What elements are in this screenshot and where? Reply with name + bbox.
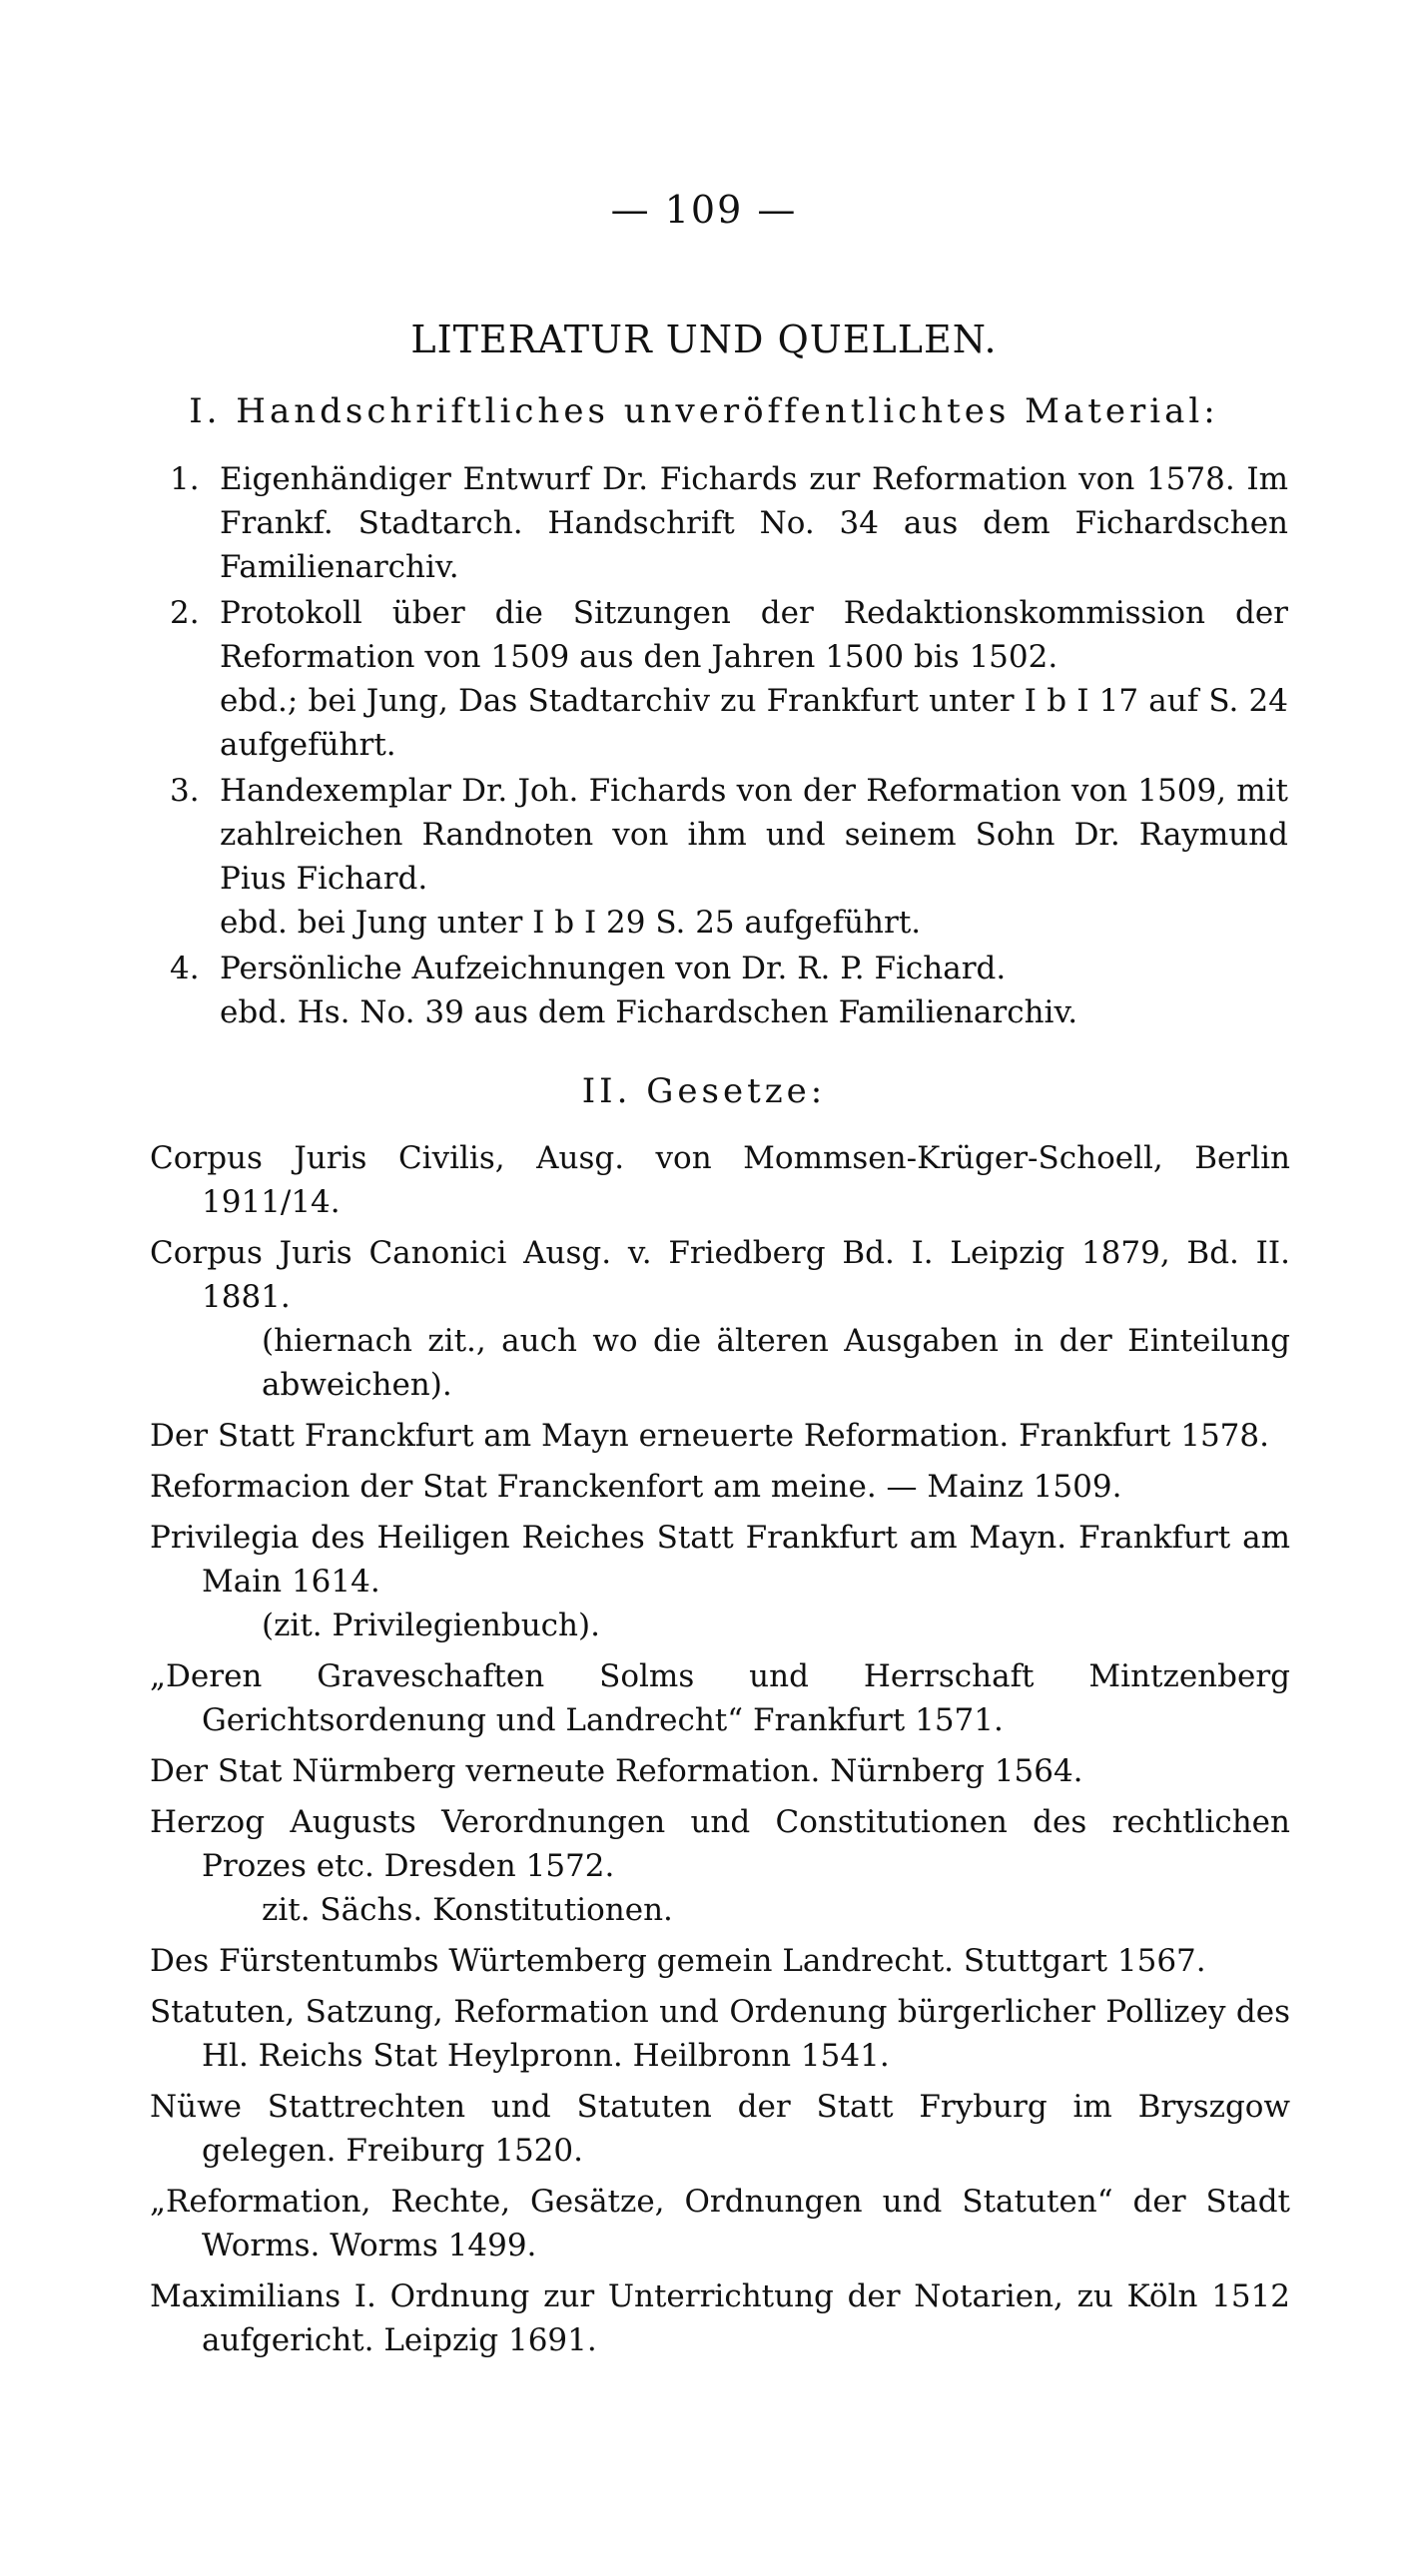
law-entry [150, 2085, 1290, 2173]
law-text: Nüwe Stattrechten und Statuten der Statt Fryburg im Bryszgow gelegen. Freiburg 1520. [150, 2089, 1290, 2169]
item-note: ebd.; bei Jung, Das Stadtarchiv zu Frankfurt unter I b I 17 auf S. 24 aufgeführt. [220, 683, 1288, 763]
law-note: (hiernach zit., auch wo die älteren Ausgaben in der Einteilung abweichen). [262, 1323, 1290, 1403]
law-note: (zit. Privilegienbuch). [262, 1608, 600, 1643]
law-entry [150, 1465, 1290, 1509]
law-entry [150, 1800, 1290, 1932]
page-title: LITERATUR UND QUELLEN. [410, 318, 998, 361]
law-entry [150, 1414, 1290, 1458]
law-entry [150, 2274, 1290, 2362]
item-number: 3. [170, 773, 200, 809]
law-text: Statuten, Satzung, Reformation und Ordenung bürgerlicher Pollizey des Hl. Reichs Stat Heylpronn. Heilbronn 1541. [150, 1994, 1290, 2074]
list-item [170, 591, 1288, 767]
section-heading-manuscripts: I. Handschriftliches unveröffentlichtes Material: [189, 391, 1219, 431]
item-note: ebd. Hs. No. 39 aus dem Fichardschen Familienarchiv. [220, 994, 1078, 1030]
law-text: Des Fürstentumbs Würtemberg gemein Landrecht. Stuttgart 1567. [150, 1943, 1206, 1979]
list-item [170, 947, 1288, 1034]
law-entry [150, 1654, 1290, 1742]
manuscript-list [170, 457, 1288, 1036]
item-text: Handexemplar Dr. Joh. Fichards von der Reformation von 1509, mit zahlreichen Randnoten von ihm und seinem Sohn Dr. Raymund Pius Fichard. [220, 773, 1288, 897]
law-text: Corpus Juris Canonici Ausg. v. Friedberg Bd. I. Leipzig 1879, Bd. II. 1881. [150, 1235, 1290, 1315]
law-text: Corpus Juris Civilis, Ausg. von Mommsen-Krüger-Schoell, Berlin 1911/14. [150, 1140, 1290, 1220]
law-text: Der Statt Franckfurt am Mayn erneuerte Reformation. Frankfurt 1578. [150, 1418, 1269, 1454]
law-text: Maximilians I. Ordnung zur Unterrichtung der Notarien, zu Köln 1512 aufgericht. Leipzig 1691. [150, 2278, 1290, 2358]
item-text: Protokoll über die Sitzungen der Redaktionskommission der Reformation von 1509 aus den Jahren 1500 bis 1502. [220, 595, 1288, 675]
law-entry [150, 1231, 1290, 1407]
law-text: Privilegia des Heiligen Reiches Statt Frankfurt am Mayn. Frankfurt am Main 1614. [150, 1520, 1290, 1600]
item-note: ebd. bei Jung unter I b I 29 S. 25 aufgeführt. [220, 905, 922, 941]
law-entry [150, 2180, 1290, 2267]
item-number: 4. [170, 951, 200, 986]
list-item [170, 457, 1288, 589]
law-list [150, 1136, 1290, 2369]
page-number: — 109 — [610, 188, 798, 232]
law-entry [150, 1990, 1290, 2078]
law-entry [150, 1749, 1290, 1793]
law-note: zit. Sächs. Konstitutionen. [262, 1892, 673, 1928]
law-text: Der Stat Nürmberg verneute Reformation. Nürnberg 1564. [150, 1753, 1083, 1789]
item-number: 2. [170, 595, 200, 631]
law-text: „Reformation, Rechte, Gesätze, Ordnungen und Statuten“ der Stadt Worms. Worms 1499. [150, 2184, 1290, 2263]
section-heading-laws: II. Gesetze: [581, 1071, 827, 1111]
law-entry [150, 1516, 1290, 1647]
list-item [170, 769, 1288, 945]
law-entry [150, 1136, 1290, 1224]
law-entry [150, 1939, 1290, 1983]
law-text: „Deren Graveschaften Solms und Herrschaft Mintzenberg Gerichtsordenung und Landrecht“ Frankfurt 1571. [150, 1658, 1290, 1738]
item-text: Eigenhändiger Entwurf Dr. Fichards zur Reformation von 1578. Im Frankf. Stadtarch. Handschrift No. 34 aus dem Fichardschen Familienarchiv. [220, 461, 1288, 585]
item-number: 1. [170, 461, 200, 497]
law-text: Herzog Augusts Verordnungen und Constitutionen des rechtlichen Prozes etc. Dresden 1572. [150, 1804, 1290, 1884]
item-text: Persönliche Aufzeichnungen von Dr. R. P. Fichard. [220, 951, 1007, 986]
law-text: Reformacion der Stat Franckenfort am meine. — Mainz 1509. [150, 1469, 1122, 1505]
